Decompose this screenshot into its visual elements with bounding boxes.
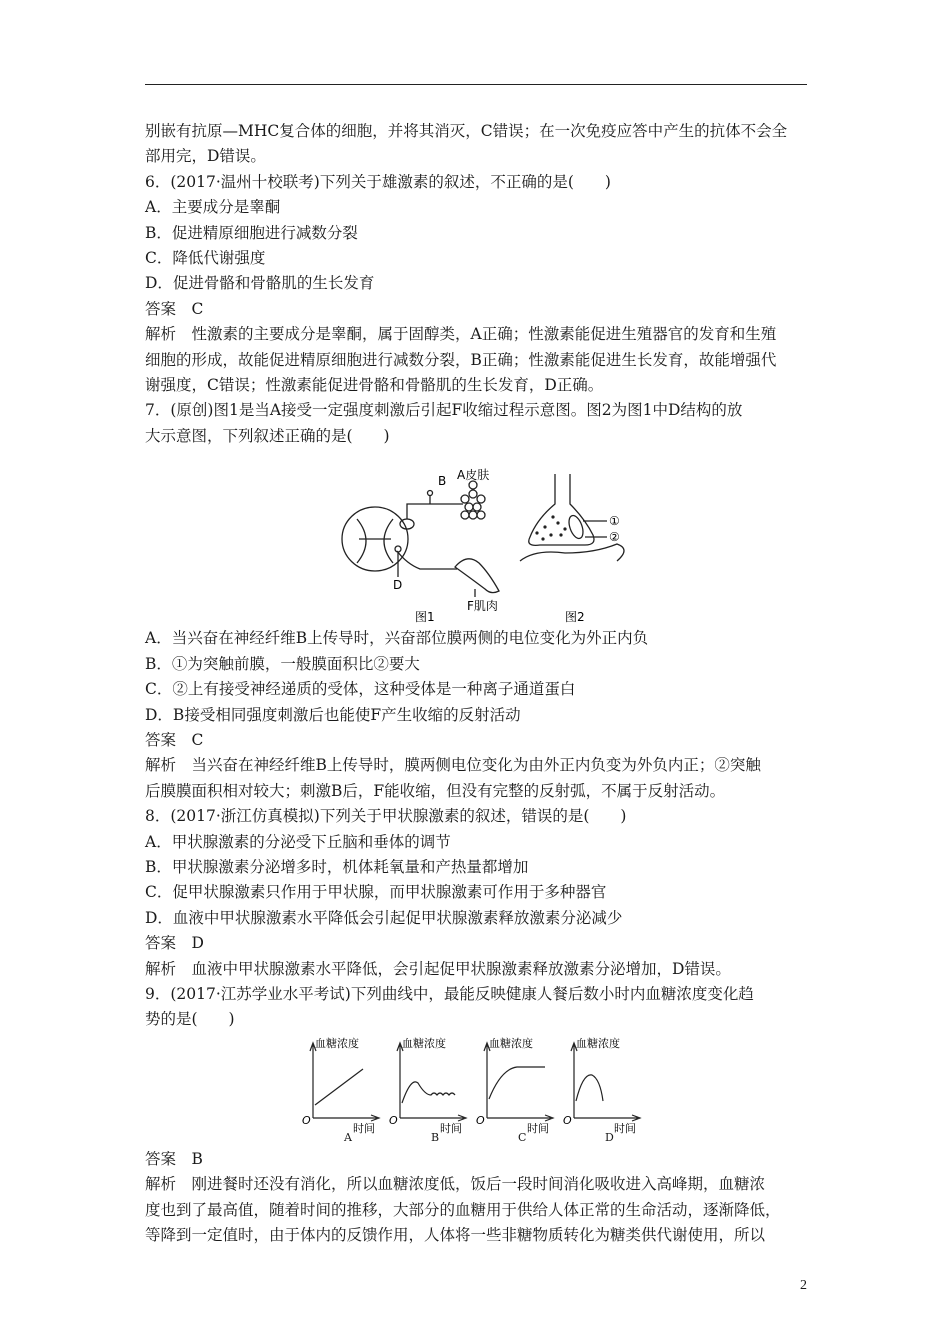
figure-7-diagram xyxy=(145,449,807,626)
ylabel-d: 血糖浓度 xyxy=(576,1036,620,1050)
xlabel-c: 时间 xyxy=(527,1121,549,1135)
question-7-analysis: 解析 当兴奋在神经纤维B上传导时，膜两侧电位变化为由外正内负变为外负内正；②突触 xyxy=(145,756,761,775)
question-8-option-c: C．促甲状腺激素只作用于甲状腺，而甲状腺激素可作用于多种器官 xyxy=(145,883,607,902)
question-8-answer: 答案 D xyxy=(145,934,204,953)
label-b: B xyxy=(438,474,447,489)
panel-label-b: B xyxy=(431,1130,440,1144)
text-line: 别嵌有抗原—MHC复合体的细胞，并将其消灭，C错误；在一次免疫应答中产生的抗体不会全 xyxy=(145,122,788,140)
label-f: F肌肉 xyxy=(467,599,498,614)
axis-y-d xyxy=(571,1043,577,1118)
text-line: 度也到了最高值，随着时间的推移，大部分的血糖用于供给人体正常的生命活动，逐渐降低， xyxy=(145,1200,781,1219)
figure-9 xyxy=(145,1033,807,1135)
axis-y-a xyxy=(310,1043,316,1118)
muscle xyxy=(455,559,499,593)
panel-label-d: D xyxy=(605,1130,614,1144)
question-6-answer: 答案 C xyxy=(145,299,204,318)
header-rule xyxy=(145,84,807,85)
afferent-fiber xyxy=(407,504,463,519)
figure-7 xyxy=(145,449,807,626)
text-line: 等降到一定值时，由于体内的反馈作用，人体将一些非糖物质转化为糖类供代谢使用，所以 xyxy=(145,1226,766,1244)
question-6-option-c: C．降低代谢强度 xyxy=(145,249,266,268)
stimulus-point xyxy=(428,491,433,496)
caption-fig1: 图1 xyxy=(415,610,435,625)
origin-c: O xyxy=(476,1113,485,1127)
question-9-answer: 答案 B xyxy=(145,1149,203,1168)
text-line: 后膜膜面积相对较大；刺激B后，F能收缩，但没有完整的反射弧，不属于反射活动。 xyxy=(145,781,726,800)
text-line: 部用完，D错误。 xyxy=(145,147,266,166)
question-7-option-a: A．当兴奋在神经纤维B上传导时，兴奋部位膜两侧的电位变化为外正内负 xyxy=(145,629,649,648)
ganglion xyxy=(400,519,414,529)
text-line: 细胞的形成，故能促进精原细胞进行减数分裂，B正确；性激素能促进生长发育，故能增强代 xyxy=(145,350,777,369)
label-d: D xyxy=(393,578,403,593)
panel-label-a: A xyxy=(344,1130,352,1144)
skin-receptor xyxy=(461,481,485,519)
question-9-stem: 9．(2017·江苏学业水平考试)下列曲线中，最能反映健康人餐后数小时内血糖浓度变化趋 xyxy=(145,984,754,1003)
ylabel-b: 血糖浓度 xyxy=(402,1036,446,1050)
curve-b xyxy=(402,1082,455,1103)
curve-a xyxy=(315,1069,363,1105)
question-7-answer: 答案 C xyxy=(145,730,204,749)
question-6-option-a: A．主要成分是睾酮 xyxy=(145,198,281,217)
axis-x-a xyxy=(313,1115,379,1121)
question-7-option-c: C．②上有接受神经递质的受体，这种受体是一种离子通道蛋白 xyxy=(145,680,576,699)
question-6-analysis: 解析 性激素的主要成分是睾酮，属于固醇类，A正确；性激素能促进生殖器官的发育和生殖 xyxy=(145,325,777,344)
question-7-stem: 7．(原创)图1是当A接受一定强度刺激后引起F收缩过程示意图。图2为图1中D结构的放 xyxy=(145,401,743,420)
ylabel-c: 血糖浓度 xyxy=(489,1036,533,1050)
postsynaptic-membrane xyxy=(520,544,624,561)
question-8-option-b: B．甲状腺激素分泌增多时，机体耗氧量和产热量都增加 xyxy=(145,857,529,876)
curve-c xyxy=(489,1067,545,1099)
curve-d xyxy=(576,1075,603,1101)
caption-fig2: 图2 xyxy=(565,610,585,625)
question-8-option-d: D．血液中甲状腺激素水平降低会引起促甲状腺激素释放激素分泌减少 xyxy=(145,908,623,927)
panel-label-c: C xyxy=(518,1130,527,1144)
axis-x-d xyxy=(574,1115,640,1121)
axis-x-b xyxy=(400,1115,466,1121)
axis-x-c xyxy=(487,1115,553,1121)
text-line: 势的是( ) xyxy=(145,1010,235,1029)
label-1: ① xyxy=(609,514,620,529)
synapse-d xyxy=(395,546,401,552)
xlabel-b: 时间 xyxy=(440,1121,462,1135)
question-6-option-b: B．促进精原细胞进行减数分裂 xyxy=(145,223,358,242)
question-6-option-d: D．促进骨骼和骨骼肌的生长发育 xyxy=(145,274,375,293)
label-2: ② xyxy=(609,530,620,545)
page-content xyxy=(145,119,807,1248)
question-8-analysis: 解析 血液中甲状腺激素水平降低，会引起促甲状腺激素释放激素分泌增加，D错误。 xyxy=(145,959,731,978)
xlabel-d: 时间 xyxy=(614,1121,636,1135)
ylabel-a: 血糖浓度 xyxy=(315,1036,359,1050)
label-a: A皮肤 xyxy=(457,468,490,483)
text-line: 谢强度，C错误；性激素能促进骨骼和骨骼肌的生长发育，D正确。 xyxy=(145,376,604,395)
page-number: 2 xyxy=(800,1278,807,1293)
xlabel-a: 时间 xyxy=(353,1121,375,1135)
question-6-stem: 6．(2017·温州十校联考)下列关于雄激素的叙述，不正确的是( ) xyxy=(145,172,611,191)
question-9-analysis: 解析 刚进餐时还没有消化，所以血糖浓度低，饭后一段时间消化吸收进入高峰期，血糖浓 xyxy=(145,1175,766,1194)
axis-y-b xyxy=(397,1043,403,1118)
question-8-option-a: A．甲状腺激素的分泌受下丘脑和垂体的调节 xyxy=(145,832,451,851)
origin-b: O xyxy=(389,1113,398,1127)
question-7-option-d: D．B接受相同强度刺激后也能使F产生收缩的反射活动 xyxy=(145,705,521,724)
gray-matter xyxy=(357,519,393,563)
figure-9-graphs xyxy=(145,1033,807,1135)
question-7-option-b: B．①为突触前膜，一般膜面积比②要大 xyxy=(145,654,420,673)
origin-a: O xyxy=(302,1113,311,1127)
question-8-stem: 8．(2017·浙江仿真模拟)下列关于甲状腺激素的叙述，错误的是( ) xyxy=(145,807,627,826)
axis-y-c xyxy=(484,1043,490,1118)
efferent-fiber xyxy=(397,551,457,569)
origin-d: O xyxy=(563,1113,572,1127)
text-line: 大示意图，下列叙述正确的是( ) xyxy=(145,426,390,445)
